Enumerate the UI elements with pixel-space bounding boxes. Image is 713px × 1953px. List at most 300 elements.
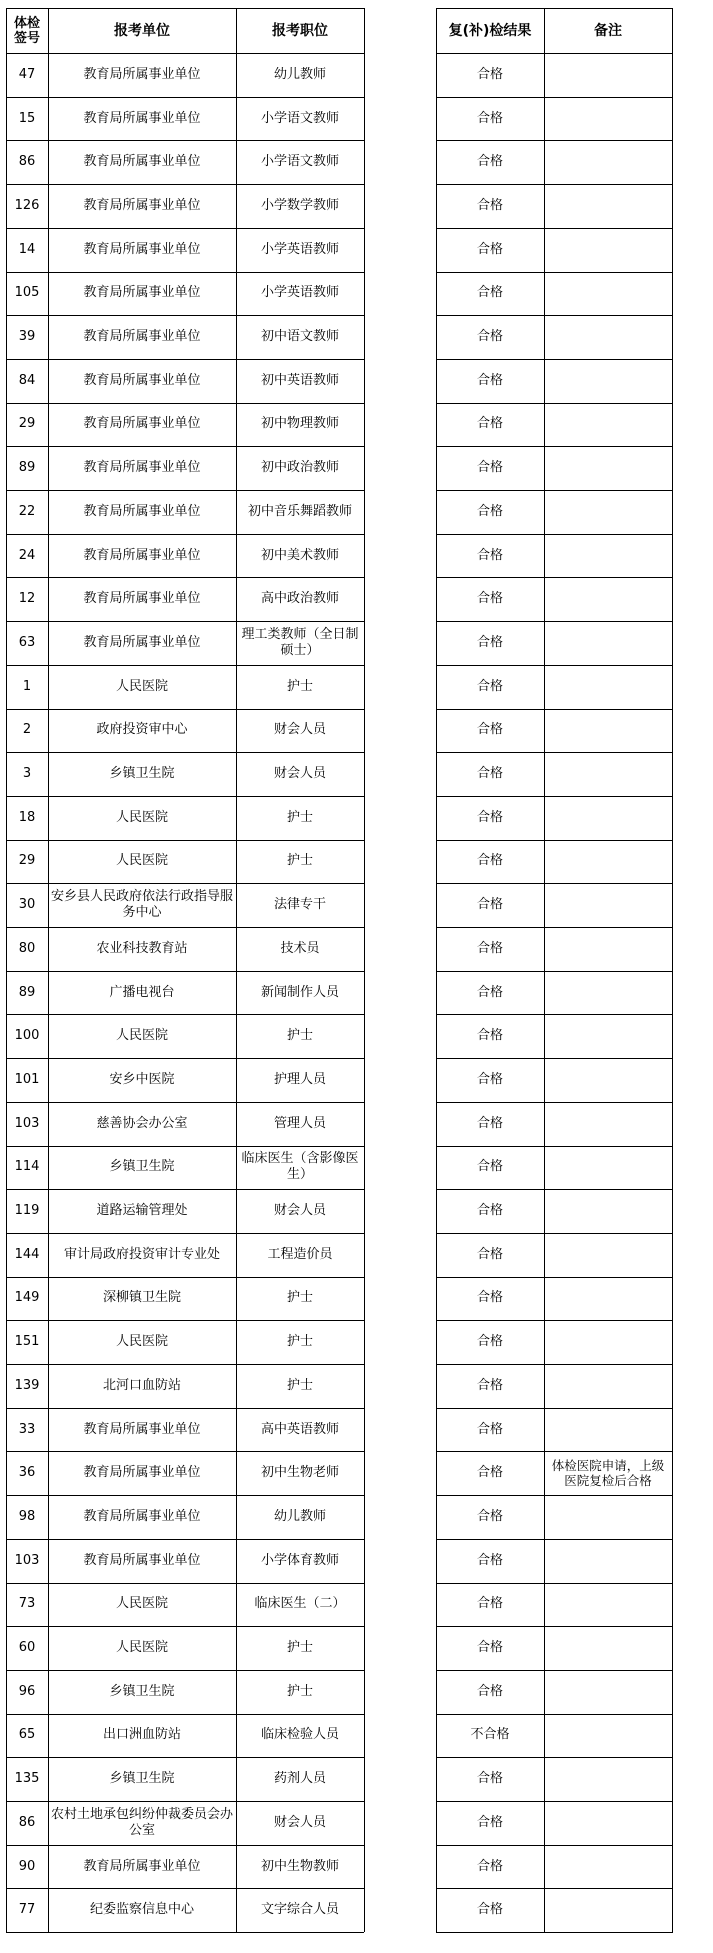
cell-unit: 纪委监察信息中心 xyxy=(89,1902,194,1918)
cell-no: 24 xyxy=(18,547,36,563)
grid-hline xyxy=(6,272,364,273)
header-note: 备注 xyxy=(594,22,622,39)
cell-note xyxy=(544,1102,672,1146)
cell-unit: 政府投资审中心 xyxy=(96,722,188,738)
cell-note xyxy=(544,1408,672,1452)
cell-unit: 农业科技教育站 xyxy=(96,940,188,956)
cell-no: 144 xyxy=(14,1246,40,1262)
cell-result: 合格 xyxy=(476,1552,503,1568)
cell-no: 100 xyxy=(14,1028,40,1044)
cell-unit: 教育局所属事业单位 xyxy=(83,547,201,563)
grid-hline xyxy=(436,1014,673,1015)
grid-hline xyxy=(6,709,364,710)
grid-hline xyxy=(436,1888,673,1889)
cell-unit: 教育局所属事业单位 xyxy=(83,372,201,388)
grid-hline xyxy=(6,1583,364,1584)
cell-unit: 教育局所属事业单位 xyxy=(83,460,201,476)
cell-position: 护士 xyxy=(286,1377,313,1393)
cell-position: 初中音乐舞蹈教师 xyxy=(247,503,352,519)
grid-hline xyxy=(436,577,673,578)
cell-note xyxy=(544,1058,672,1102)
grid-hline xyxy=(6,752,364,753)
cell-unit: 人民医院 xyxy=(115,1334,168,1350)
grid-hline xyxy=(436,446,673,447)
cell-unit: 教育局所属事业单位 xyxy=(83,416,201,432)
grid-hline xyxy=(436,1495,673,1496)
cell-result: 合格 xyxy=(476,984,503,1000)
cell-result: 合格 xyxy=(476,1902,503,1918)
grid-hline xyxy=(6,534,364,535)
cell-result: 合格 xyxy=(476,897,503,913)
cell-unit: 教育局所属事业单位 xyxy=(83,634,201,650)
cell-no: 60 xyxy=(18,1640,36,1656)
grid-hline xyxy=(436,1189,673,1190)
cell-no: 14 xyxy=(18,241,36,257)
grid-hline xyxy=(6,8,364,9)
grid-hline xyxy=(6,1801,364,1802)
cell-note xyxy=(544,1277,672,1321)
cell-note xyxy=(544,272,672,316)
grid-hline xyxy=(6,403,364,404)
cell-result: 合格 xyxy=(476,1508,503,1524)
grid-hline xyxy=(6,1845,364,1846)
cell-note xyxy=(544,1014,672,1058)
cell-position: 幼儿教师 xyxy=(273,66,326,82)
cell-position: 临床检验人员 xyxy=(260,1727,339,1743)
grid-hline xyxy=(436,1277,673,1278)
cell-position: 小学语文教师 xyxy=(260,110,339,126)
grid-hline xyxy=(436,840,673,841)
cell-position: 理工类教师（全日制硕士） xyxy=(241,626,359,658)
cell-position: 高中政治教师 xyxy=(260,591,339,607)
cell-unit: 教育局所属事业单位 xyxy=(83,1858,201,1874)
cell-no: 65 xyxy=(18,1727,36,1743)
cell-result: 不合格 xyxy=(470,1727,510,1743)
cell-unit: 教育局所属事业单位 xyxy=(83,1465,201,1481)
cell-note xyxy=(544,184,672,228)
cell-note xyxy=(544,1845,672,1889)
cell-note xyxy=(544,53,672,97)
cell-position: 护士 xyxy=(286,853,313,869)
cell-note xyxy=(544,621,672,665)
cell-unit: 人民医院 xyxy=(115,1596,168,1612)
cell-no: 3 xyxy=(22,766,32,782)
cell-note xyxy=(544,665,672,709)
cell-unit: 教育局所属事业单位 xyxy=(83,329,201,345)
cell-result: 合格 xyxy=(476,66,503,82)
grid-hline xyxy=(6,1058,364,1059)
grid-hline xyxy=(436,621,673,622)
grid-hline xyxy=(6,359,364,360)
cell-unit: 人民医院 xyxy=(115,678,168,694)
grid-hline xyxy=(6,184,364,185)
grid-hline xyxy=(6,1364,364,1365)
cell-note xyxy=(544,577,672,621)
grid-hline xyxy=(436,1451,673,1452)
grid-hline xyxy=(436,534,673,535)
grid-hline xyxy=(6,665,364,666)
cell-position: 初中生物教师 xyxy=(260,1858,339,1874)
cell-note xyxy=(544,1670,672,1714)
cell-no: 126 xyxy=(14,197,40,213)
cell-result: 合格 xyxy=(476,547,503,563)
cell-position: 财会人员 xyxy=(273,766,326,782)
cell-position: 护士 xyxy=(286,1640,313,1656)
cell-unit: 乡镇卫生院 xyxy=(109,1683,175,1699)
cell-no: 63 xyxy=(18,634,36,650)
cell-note xyxy=(544,1364,672,1408)
cell-unit: 人民医院 xyxy=(115,809,168,825)
grid-hline xyxy=(6,796,364,797)
cell-position: 技术员 xyxy=(280,940,320,956)
cell-no: 2 xyxy=(22,722,32,738)
cell-note xyxy=(544,752,672,796)
grid-hline xyxy=(436,1626,673,1627)
grid-hline xyxy=(436,1539,673,1540)
cell-result: 合格 xyxy=(476,1290,503,1306)
cell-no: 39 xyxy=(18,329,36,345)
grid-hline xyxy=(436,1233,673,1234)
cell-position: 临床医生（含影像医生） xyxy=(241,1151,359,1183)
cell-result: 合格 xyxy=(476,1115,503,1131)
grid-hline xyxy=(436,971,673,972)
cell-note xyxy=(544,1495,672,1539)
grid-hline xyxy=(436,1845,673,1846)
cell-result: 合格 xyxy=(476,1683,503,1699)
grid-hline xyxy=(436,403,673,404)
cell-note xyxy=(544,796,672,840)
cell-note xyxy=(544,1583,672,1627)
cell-note xyxy=(544,534,672,578)
grid-hline xyxy=(436,1102,673,1103)
cell-result: 合格 xyxy=(476,1159,503,1175)
cell-no: 103 xyxy=(14,1552,40,1568)
header-result: 复(补)检结果 xyxy=(448,22,532,39)
cell-unit: 人民医院 xyxy=(115,1028,168,1044)
header-position: 报考职位 xyxy=(272,22,328,39)
grid-hline xyxy=(6,1451,364,1452)
cell-result: 合格 xyxy=(476,460,503,476)
cell-result: 合格 xyxy=(476,285,503,301)
cell-result: 合格 xyxy=(476,241,503,257)
cell-unit: 乡镇卫生院 xyxy=(109,1771,175,1787)
cell-note xyxy=(544,140,672,184)
cell-note xyxy=(544,1146,672,1190)
cell-no: 86 xyxy=(18,154,36,170)
cell-no: 18 xyxy=(18,809,36,825)
cell-position: 护士 xyxy=(286,1334,313,1350)
grid-hline xyxy=(436,184,673,185)
grid-hline xyxy=(6,971,364,972)
cell-position: 财会人员 xyxy=(273,722,326,738)
cell-position: 小学英语教师 xyxy=(260,241,339,257)
cell-note xyxy=(544,1801,672,1845)
cell-position: 新闻制作人员 xyxy=(260,984,339,1000)
cell-note xyxy=(544,1714,672,1758)
grid-hline xyxy=(6,1146,364,1147)
cell-no: 30 xyxy=(18,897,36,913)
cell-unit: 安乡中医院 xyxy=(109,1071,175,1087)
cell-note xyxy=(544,927,672,971)
cell-unit: 教育局所属事业单位 xyxy=(83,285,201,301)
cell-no: 15 xyxy=(18,110,36,126)
grid-hline xyxy=(436,883,673,884)
cell-no: 84 xyxy=(18,372,36,388)
grid-hline xyxy=(6,577,364,578)
cell-unit: 安乡县人民政府依法行政指导服务中心 xyxy=(50,889,233,921)
grid-hline xyxy=(6,1888,364,1889)
cell-result: 合格 xyxy=(476,110,503,126)
cell-position: 护理人员 xyxy=(273,1071,326,1087)
grid-hline xyxy=(436,927,673,928)
grid-hline xyxy=(436,140,673,141)
grid-hline xyxy=(6,1014,364,1015)
cell-unit: 教育局所属事业单位 xyxy=(83,197,201,213)
cell-unit: 慈善协会办公室 xyxy=(96,1115,188,1131)
grid-hline xyxy=(6,490,364,491)
cell-unit: 教育局所属事业单位 xyxy=(83,591,201,607)
cell-unit: 教育局所属事业单位 xyxy=(83,66,201,82)
cell-unit: 教育局所属事业单位 xyxy=(83,154,201,170)
cell-position: 小学体育教师 xyxy=(260,1552,339,1568)
grid-hline xyxy=(6,1670,364,1671)
grid-hline xyxy=(436,665,673,666)
cell-position: 药剂人员 xyxy=(273,1771,326,1787)
cell-position: 小学英语教师 xyxy=(260,285,339,301)
cell-no: 89 xyxy=(18,984,36,1000)
grid-hline xyxy=(436,1757,673,1758)
grid-hline xyxy=(6,228,364,229)
grid-hline xyxy=(436,53,673,54)
cell-position: 管理人员 xyxy=(273,1115,326,1131)
cell-no: 135 xyxy=(14,1771,40,1787)
header-unit: 报考单位 xyxy=(114,22,170,39)
cell-result: 合格 xyxy=(476,1028,503,1044)
cell-no: 1 xyxy=(22,678,32,694)
grid-hline xyxy=(6,1277,364,1278)
cell-result: 合格 xyxy=(476,940,503,956)
cell-result: 合格 xyxy=(476,1334,503,1350)
grid-hline xyxy=(436,97,673,98)
cell-note xyxy=(544,97,672,141)
cell-position: 财会人员 xyxy=(273,1814,326,1830)
cell-note xyxy=(544,840,672,884)
cell-position: 初中政治教师 xyxy=(260,460,339,476)
cell-result: 合格 xyxy=(476,1858,503,1874)
cell-note xyxy=(544,1539,672,1583)
cell-no: 139 xyxy=(14,1377,40,1393)
cell-position: 临床医生（二） xyxy=(254,1596,346,1612)
cell-unit: 北河口血防站 xyxy=(102,1377,181,1393)
cell-no: 114 xyxy=(14,1159,40,1175)
cell-result: 合格 xyxy=(476,329,503,345)
cell-no: 12 xyxy=(18,591,36,607)
grid-hline xyxy=(436,1364,673,1365)
cell-unit: 农村土地承包纠纷仲裁委员会办公室 xyxy=(50,1806,233,1838)
cell-no: 103 xyxy=(14,1115,40,1131)
grid-hline xyxy=(6,621,364,622)
cell-no: 22 xyxy=(18,503,36,519)
cell-position: 幼儿教师 xyxy=(273,1508,326,1524)
cell-position: 高中英语教师 xyxy=(260,1421,339,1437)
cell-no: 29 xyxy=(18,416,36,432)
grid-hline xyxy=(436,1714,673,1715)
cell-position: 护士 xyxy=(286,809,313,825)
cell-no: 90 xyxy=(18,1858,36,1874)
grid-hline xyxy=(436,1670,673,1671)
cell-no: 89 xyxy=(18,460,36,476)
cell-no: 101 xyxy=(14,1071,40,1087)
cell-note xyxy=(544,1320,672,1364)
grid-hline xyxy=(6,1408,364,1409)
grid-hline xyxy=(6,840,364,841)
cell-result: 合格 xyxy=(476,809,503,825)
cell-no: 33 xyxy=(18,1421,36,1437)
grid-hline xyxy=(6,140,364,141)
grid-hline xyxy=(436,8,673,9)
grid-hline xyxy=(6,1233,364,1234)
cell-unit: 审计局政府投资审计专业处 xyxy=(63,1246,220,1262)
grid-hline xyxy=(6,1320,364,1321)
grid-hline xyxy=(436,1801,673,1802)
grid-hline xyxy=(436,228,673,229)
cell-unit: 人民医院 xyxy=(115,853,168,869)
cell-unit: 人民医院 xyxy=(115,1640,168,1656)
cell-unit: 教育局所属事业单位 xyxy=(83,503,201,519)
cell-result: 合格 xyxy=(476,591,503,607)
cell-result: 合格 xyxy=(476,678,503,694)
grid-hline xyxy=(6,315,364,316)
cell-unit: 道路运输管理处 xyxy=(96,1203,188,1219)
cell-position: 法律专干 xyxy=(273,897,326,913)
cell-position: 初中生物老师 xyxy=(260,1465,339,1481)
grid-hline xyxy=(436,1408,673,1409)
grid-hline xyxy=(6,97,364,98)
grid-hline xyxy=(6,883,364,884)
cell-unit: 教育局所属事业单位 xyxy=(83,1421,201,1437)
cell-unit: 广播电视台 xyxy=(109,984,175,1000)
grid-hline xyxy=(6,1714,364,1715)
cell-position: 初中语文教师 xyxy=(260,329,339,345)
cell-no: 73 xyxy=(18,1596,36,1612)
cell-note xyxy=(544,971,672,1015)
cell-position: 护士 xyxy=(286,1683,313,1699)
cell-position: 工程造价员 xyxy=(267,1246,333,1262)
cell-position: 小学数学教师 xyxy=(260,197,339,213)
cell-result: 合格 xyxy=(476,1596,503,1612)
cell-result: 合格 xyxy=(476,372,503,388)
cell-result: 合格 xyxy=(476,154,503,170)
cell-result: 合格 xyxy=(476,416,503,432)
header-no: 体检签号 xyxy=(13,15,40,46)
cell-unit: 出口洲血防站 xyxy=(102,1727,181,1743)
cell-note xyxy=(544,315,672,359)
cell-result: 合格 xyxy=(476,197,503,213)
cell-position: 文字综合人员 xyxy=(260,1902,339,1918)
cell-result: 合格 xyxy=(476,853,503,869)
cell-unit: 深柳镇卫生院 xyxy=(102,1290,181,1306)
grid-hline xyxy=(6,1757,364,1758)
cell-result: 合格 xyxy=(476,766,503,782)
cell-result: 合格 xyxy=(476,722,503,738)
cell-result: 合格 xyxy=(476,1421,503,1437)
cell-unit: 教育局所属事业单位 xyxy=(83,110,201,126)
cell-unit: 乡镇卫生院 xyxy=(109,1159,175,1175)
cell-position: 护士 xyxy=(286,1028,313,1044)
grid-hline xyxy=(436,1058,673,1059)
cell-no: 105 xyxy=(14,285,40,301)
grid-hline xyxy=(6,1932,364,1933)
grid-hline xyxy=(436,1146,673,1147)
grid-hline xyxy=(436,315,673,316)
cell-note xyxy=(544,709,672,753)
cell-note xyxy=(544,490,672,534)
grid-hline xyxy=(6,1189,364,1190)
cell-no: 36 xyxy=(18,1465,36,1481)
cell-note xyxy=(544,1233,672,1277)
cell-note xyxy=(544,1757,672,1801)
cell-no: 96 xyxy=(18,1683,36,1699)
cell-result: 合格 xyxy=(476,1203,503,1219)
cell-note xyxy=(544,1626,672,1670)
cell-unit: 教育局所属事业单位 xyxy=(83,241,201,257)
cell-result: 合格 xyxy=(476,1814,503,1830)
cell-note xyxy=(544,403,672,447)
grid-hline xyxy=(436,1320,673,1321)
grid-hline xyxy=(436,490,673,491)
grid-hline xyxy=(436,752,673,753)
grid-hline xyxy=(436,359,673,360)
cell-position: 初中物理教师 xyxy=(260,416,339,432)
cell-unit: 教育局所属事业单位 xyxy=(83,1508,201,1524)
grid-hline xyxy=(436,272,673,273)
cell-note xyxy=(544,1888,672,1932)
grid-hline xyxy=(6,1626,364,1627)
cell-result: 合格 xyxy=(476,634,503,650)
cell-note xyxy=(544,883,672,927)
grid-hline xyxy=(6,53,364,54)
cell-no: 151 xyxy=(14,1334,40,1350)
cell-no: 77 xyxy=(18,1902,36,1918)
cell-position: 护士 xyxy=(286,678,313,694)
grid-hline xyxy=(6,446,364,447)
cell-position: 护士 xyxy=(286,1290,313,1306)
cell-result: 合格 xyxy=(476,1771,503,1787)
grid-hline xyxy=(6,1495,364,1496)
cell-result: 合格 xyxy=(476,1377,503,1393)
cell-position: 财会人员 xyxy=(273,1203,326,1219)
cell-no: 98 xyxy=(18,1508,36,1524)
cell-no: 47 xyxy=(18,66,36,82)
cell-position: 初中美术教师 xyxy=(260,547,339,563)
cell-note xyxy=(544,228,672,272)
cell-note xyxy=(544,446,672,490)
cell-no: 119 xyxy=(14,1203,40,1219)
cell-note xyxy=(544,1189,672,1233)
cell-result: 合格 xyxy=(476,503,503,519)
cell-result: 合格 xyxy=(476,1246,503,1262)
grid-hline xyxy=(6,1102,364,1103)
grid-hline xyxy=(6,1539,364,1540)
cell-position: 小学语文教师 xyxy=(260,154,339,170)
cell-no: 29 xyxy=(18,853,36,869)
cell-result: 合格 xyxy=(476,1640,503,1656)
grid-hline xyxy=(436,796,673,797)
cell-result: 合格 xyxy=(476,1465,503,1481)
cell-note xyxy=(544,359,672,403)
cell-position: 初中英语教师 xyxy=(260,372,339,388)
grid-vline xyxy=(364,8,365,1932)
